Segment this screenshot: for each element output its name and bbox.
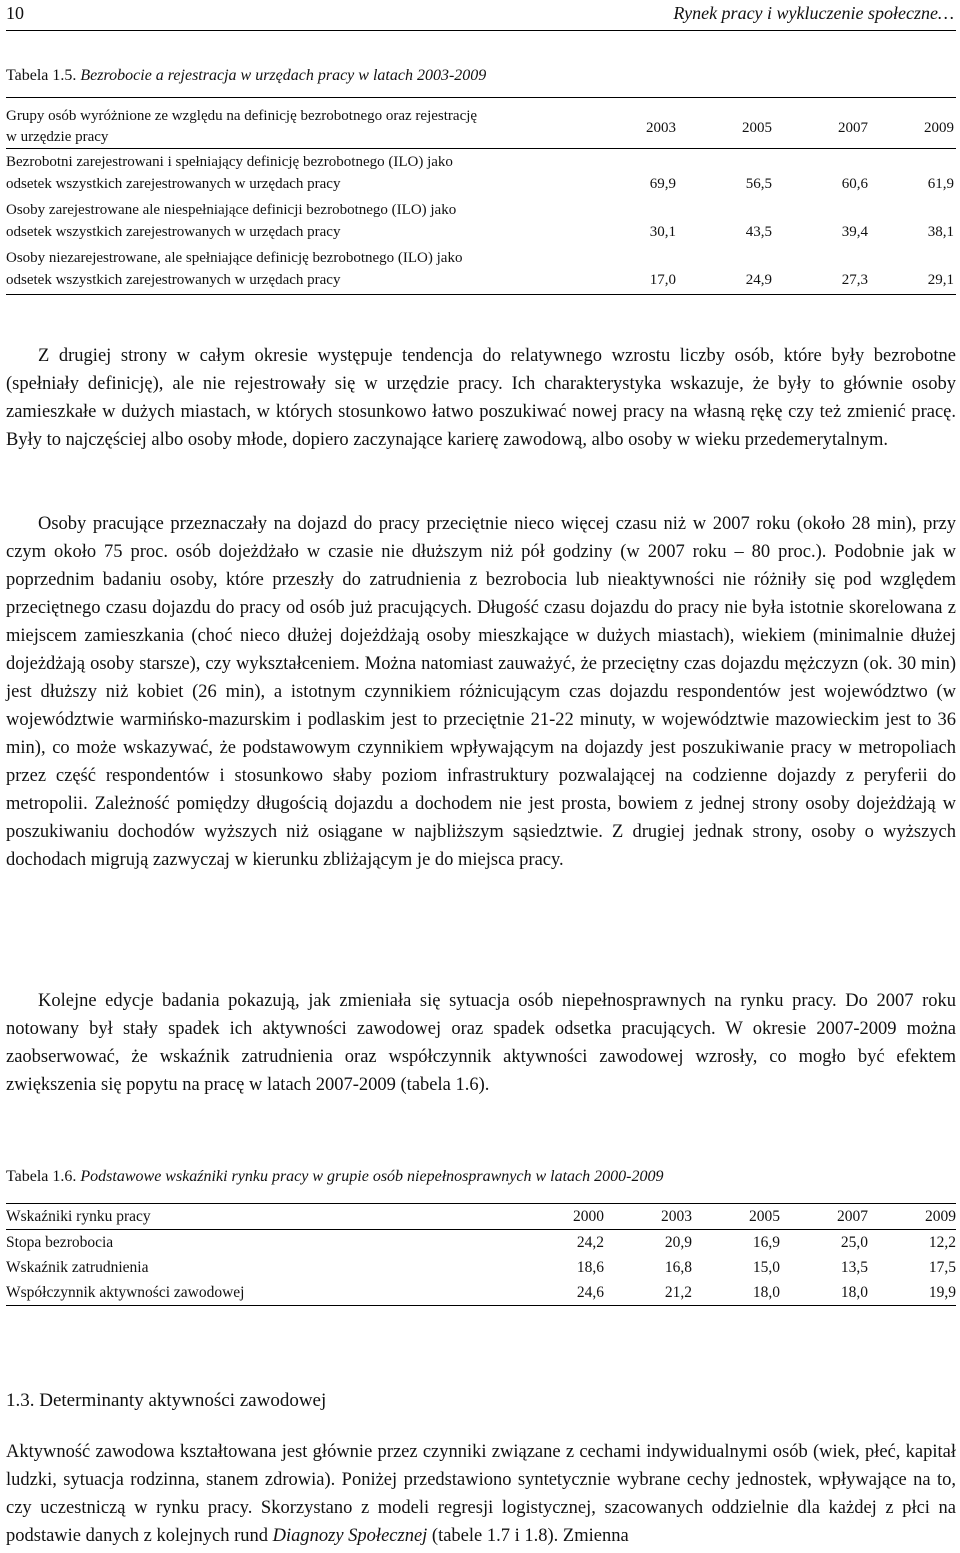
table1-bottom-rule <box>6 294 956 295</box>
table2-cell: 25,0 <box>840 1233 868 1251</box>
table2-year: 2005 <box>749 1207 780 1225</box>
table2-year: 2000 <box>573 1207 604 1225</box>
table2-cell: 20,9 <box>664 1233 692 1251</box>
table2-cell: 18,0 <box>840 1283 868 1301</box>
page-number: 10 <box>6 3 24 23</box>
table2 <box>6 1203 956 1306</box>
table2-year: 2003 <box>661 1207 692 1225</box>
italic-title: Diagnozy Społecznej <box>272 1526 428 1546</box>
table1-caption <box>6 67 486 85</box>
body-paragraph: Osoby pracujące przeznaczały na dojazd do pracy przeciętnie nieco więcej czasu niż w 2007 roku (około 28 min), przy czym około 75 proc. osób dojeżdżało w czasie nie dłuższym niż pół godziny (w 2007 roku – 80 proc.). Podobnie jak w poprzednim badaniu osoby, które przeszły do zatrudnienia z bezrobocia lub nieaktywności nie różniły się pod względem przeciętnego czasu dojazdu do pracy od osób już pracujących. Długość czasu dojazdu do pracy nie była istotnie skorelowana z miejscem zamieszkania (choć nieco dłużej dojeżdżają osoby mieszkające w dużych miastach), wiekiem (minimalnie dłużej dojeżdżają osoby starsze), czy wykształceniem. Można natomiast zauważyć, że przeciętny czas dojazdu mężczyzn (ok. 30 min) jest dłuższy niż kobiet (26 min), a istotnym czynnikiem różnicującym czas dojazdu respondentów jest województwo (w województwie warmińsko-mazurskim i podlaskim jest to przeciętnie 21-22 minuty, w województwie mazowieckim jest to 36 min), co może wskazywać, że podstawowym czynnikiem wpływającym na dojazdy jest poszukiwanie pracy w metropoliach przez część respondentów i stosunkowo słaby poziom infrastruktury pozwalającej na codzienne dojazdy z peryferii do metropolii. Zależność pomiędzy długością dojazdu a dochodem nie jest prosta, bowiem z jednej strony osoby dojeżdżają w poszukiwaniu dochodów wyższych niż osiągane w najbliższym sąsiedztwie. Z drugiej jednak strony, osoby o wyższych dochodach migrują zazwyczaj w kierunku zbliżającym je do miejsca pracy. <box>6 514 956 870</box>
table2-cell: 19,9 <box>928 1283 956 1301</box>
table1-year: 2003 <box>646 120 676 136</box>
table2-cell: 17,5 <box>928 1258 956 1276</box>
table2-row <box>6 1280 956 1306</box>
table1-cell: 69,9 <box>649 176 676 192</box>
table2-cell: 21,2 <box>664 1283 692 1301</box>
table2-cell: 24,2 <box>576 1233 604 1251</box>
table1-year: 2005 <box>742 120 772 136</box>
table2-caption <box>6 1168 663 1186</box>
table1-year: 2007 <box>838 120 868 136</box>
table1-row-label: Bezrobotni zarejestrowani i spełniający definicję bezrobotnego (ILO) jako <box>6 154 453 170</box>
table1-cell: 43,5 <box>745 224 772 240</box>
running-title: Rynek pracy i wykluczenie społeczne… <box>673 3 954 23</box>
table2-row <box>6 1230 956 1256</box>
table1-row <box>0 200 960 244</box>
section-heading: 1.3. Determinanty aktywności zawodowej <box>6 1390 327 1411</box>
table1-caption-title: Bezrobocie a rejestracja w urzędach pracy w latach 2003-2009 <box>80 67 487 84</box>
table1-row-label: Osoby zarejestrowane ale niespełniające definicji bezrobotnego (ILO) jako <box>6 202 457 218</box>
table1-cell: 17,0 <box>649 272 676 288</box>
table1-header <box>6 106 477 148</box>
table1-cell: 39,4 <box>841 224 868 240</box>
table1-cell: 56,5 <box>745 176 772 192</box>
table2-caption-prefix: Tabela 1.6. <box>6 1168 77 1185</box>
table1-cell: 60,6 <box>841 176 868 192</box>
table2-year: 2009 <box>925 1207 956 1225</box>
table1-header-line: w urzędzie pracy <box>6 129 109 145</box>
table2-row-label: Stopa bezrobocia <box>6 1233 114 1251</box>
table2-header-label: Wskaźniki rynku pracy <box>6 1207 151 1225</box>
table1-row <box>0 152 960 196</box>
table1-cell: 38,1 <box>927 224 954 240</box>
header-rule <box>6 30 956 31</box>
body-paragraph: Z drugiej strony w całym okresie występuje tendencja do relatywnego wzrostu liczby osób, które były bezrobotne (spełniały definicję), ale nie rejestrowały się w urzędzie pracy. Ich charakterystyka wskazuje, że były to głównie osoby zamieszkałe w dużych miastach, w których stosunkowo łatwo poszukiwać nowej pracy na własną rękę czy też zmienić pracę. Były to najczęściej albo osoby młode, dopiero zaczynające karierę zawodową, albo osoby w wieku przedemerytalnym. <box>6 346 956 450</box>
body-paragraph: Kolejne edycje badania pokazują, jak zmieniała się sytuacja osób niepełnosprawnych na rynku pracy. Do 2007 roku notowany był stały spadek ich aktywności zawodowej oraz spadek odsetka pracujących. W okresie 2007-2009 można zaobserwować, że wskaźnik zatrudnienia oraz współczynnik aktywności zawodowej wzrosły, co mogło być efektem zwiększenia się popytu na pracę w latach 2007-2009 (tabela 1.6). <box>6 991 956 1095</box>
table1-top-rule <box>6 97 956 98</box>
table2-cell: 13,5 <box>840 1258 868 1276</box>
table2-year: 2007 <box>837 1207 868 1225</box>
table2-cell: 18,0 <box>752 1283 780 1301</box>
table2-row <box>6 1255 956 1280</box>
table1-cell: 24,9 <box>745 272 772 288</box>
table2-cell: 16,9 <box>752 1233 780 1251</box>
table1-header-rule <box>6 148 956 149</box>
table1-row-label: odsetek wszystkich zarejestrowanych w urzędach pracy <box>6 176 341 192</box>
table1-row-label: Osoby niezarejestrowane, ale spełniające definicję bezrobotnego (ILO) jako <box>6 250 463 266</box>
table1-cell: 27,3 <box>841 272 868 288</box>
table2-cell: 24,6 <box>576 1283 604 1301</box>
table2-cell: 16,8 <box>664 1258 692 1276</box>
table2-caption-title: Podstawowe wskaźniki rynku pracy w grupie osób niepełnosprawnych w latach 2000-2009 <box>80 1168 664 1185</box>
final-paragraph: Aktywność zawodowa kształtowana jest głównie przez czynniki związane z cechami indywidualnymi osób (wiek, płeć, kapitał ludzki, sytuacja rodzinna, stanem zdrowia). Poniżej przedstawiono syntetycznie wybrane cechy jednostek, wpływające na to, czy uczestniczą w rynku pracy. Skorzystano z modeli regresji logistycznej, szacowanych oddzielnie dla każdej z płci na podstawie danych z kolejnych rund Diagnozy Społecznej (tabele 1.7 i 1.8). Zmienna <box>6 1442 956 1546</box>
table2-row-label: Wskaźnik zatrudnienia <box>6 1258 149 1276</box>
table1-year: 2009 <box>924 120 954 136</box>
table1-row <box>0 248 960 292</box>
table2-cell: 12,2 <box>928 1233 956 1251</box>
table2-cell: 15,0 <box>752 1258 780 1276</box>
table1-header-line: Grupy osób wyróżnione ze względu na definicję bezrobotnego oraz rejestrację <box>6 108 478 124</box>
table1-caption-prefix: Tabela 1.5. <box>6 67 77 84</box>
table1-row-label: odsetek wszystkich zarejestrowanych w urzędach pracy <box>6 224 341 240</box>
table2-header-row <box>6 1204 956 1230</box>
table1-cell: 61,9 <box>927 176 954 192</box>
table1-cell: 29,1 <box>927 272 954 288</box>
table2-row-label: Współczynnik aktywności zawodowej <box>6 1283 245 1301</box>
table1-cell: 30,1 <box>649 224 676 240</box>
table1-row-label: odsetek wszystkich zarejestrowanych w urzędach pracy <box>6 272 341 288</box>
table2-cell: 18,6 <box>576 1258 604 1276</box>
